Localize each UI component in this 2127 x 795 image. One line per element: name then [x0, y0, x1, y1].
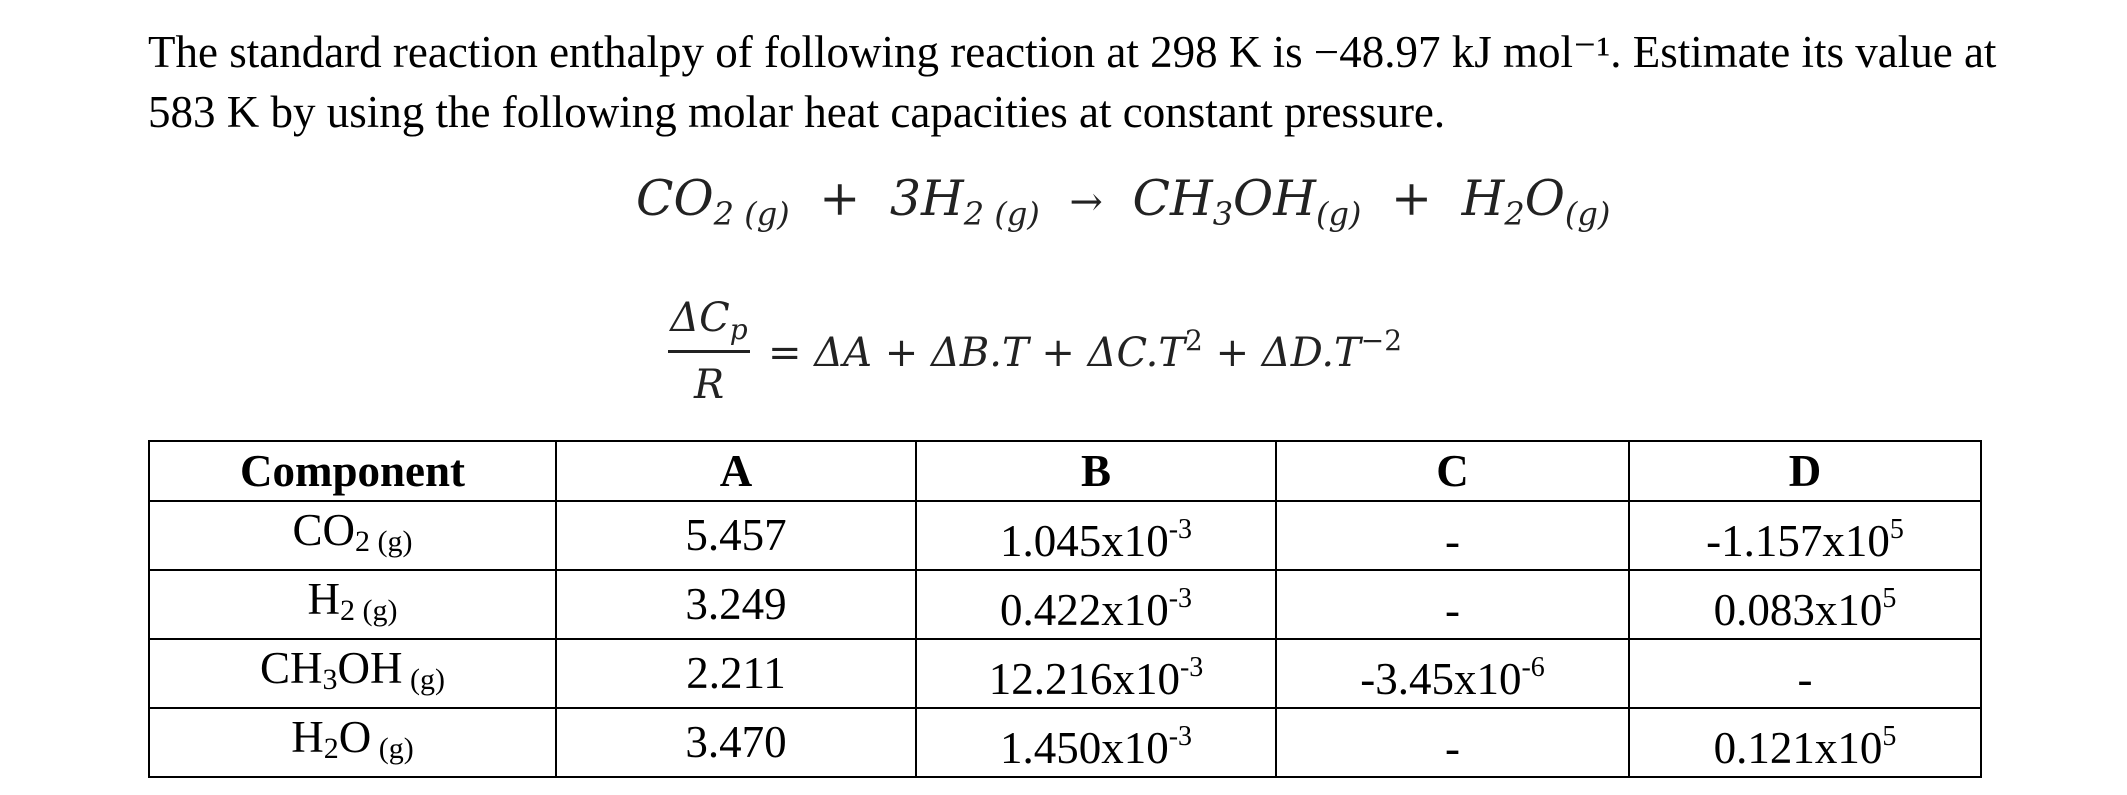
- a-cell: 5.457: [556, 501, 916, 570]
- plus-sign: +: [819, 170, 861, 227]
- d-cell: -: [1629, 639, 1981, 708]
- table-row: [149, 708, 1981, 777]
- c-cell: -: [1276, 708, 1629, 777]
- reaction-arrow: →: [1069, 179, 1103, 225]
- reactant-h2: $3H_{2 (g)}$: [889, 170, 1040, 233]
- reactant-co2: $CO_{2 (g)}$: [636, 170, 790, 233]
- d-cell: $-1.157x10^5$: [1629, 501, 1981, 570]
- fraction-denominator: R: [693, 362, 725, 408]
- header-b: B: [916, 441, 1276, 501]
- component-cell: $H_2$ $_{(g)}$: [149, 570, 556, 639]
- cp-fraction: [668, 292, 750, 411]
- component-cell: $H_2O$ $_{(g)}$: [149, 708, 556, 777]
- table-row: [149, 570, 1981, 639]
- c-cell: $-3.45x10^{-6}$: [1276, 639, 1629, 708]
- plus-sign: +: [1390, 170, 1433, 227]
- a-cell: 3.470: [556, 708, 916, 777]
- product-ch3oh: $CH_3OH_{(g)}$: [1132, 170, 1362, 233]
- table-row: [149, 501, 1981, 570]
- problem-statement: The standard reaction enthalpy of following reaction at 298 K is −48.97 kJ mol⁻¹. Estimate its value at 583 K by using the following molar heat capacities at constant pressure.: [148, 27, 1997, 137]
- header-component: Component: [149, 441, 556, 501]
- a-cell: 3.249: [556, 570, 916, 639]
- fraction-bar: [668, 350, 750, 353]
- b-cell: $0.422x10^{-3}$: [916, 570, 1276, 639]
- d-cell: $0.083x10^5$: [1629, 570, 1981, 639]
- c-cell: -: [1276, 570, 1629, 639]
- b-cell: $12.216x10^{-3}$: [916, 639, 1276, 708]
- fraction-numerator: $\Delta C_p$: [670, 295, 748, 346]
- header-d: D: [1629, 441, 1981, 501]
- d-cell: $0.121x10^5$: [1629, 708, 1981, 777]
- table-header-row: [149, 441, 1981, 501]
- product-h2o: $H_2O_{(g)}$: [1461, 170, 1611, 233]
- header-c: C: [1276, 441, 1629, 501]
- component-cell: $CH_3OH$ $_{(g)}$: [149, 639, 556, 708]
- b-cell: $1.450x10^{-3}$: [916, 708, 1276, 777]
- heat-capacity-table: [148, 440, 1982, 778]
- equation-rhs: = $\Delta A + \Delta B.T + \Delta C.T^2 + \Delta D.T^{-2}$: [768, 324, 1403, 376]
- b-cell: $1.045x10^{-3}$: [916, 501, 1276, 570]
- header-a: A: [556, 441, 916, 501]
- a-cell: 2.211: [556, 639, 916, 708]
- c-cell: -: [1276, 501, 1629, 570]
- table-row: [149, 639, 1981, 708]
- component-cell: $CO_2$ $_{(g)}$: [149, 501, 556, 570]
- reaction-equation: [636, 170, 1610, 233]
